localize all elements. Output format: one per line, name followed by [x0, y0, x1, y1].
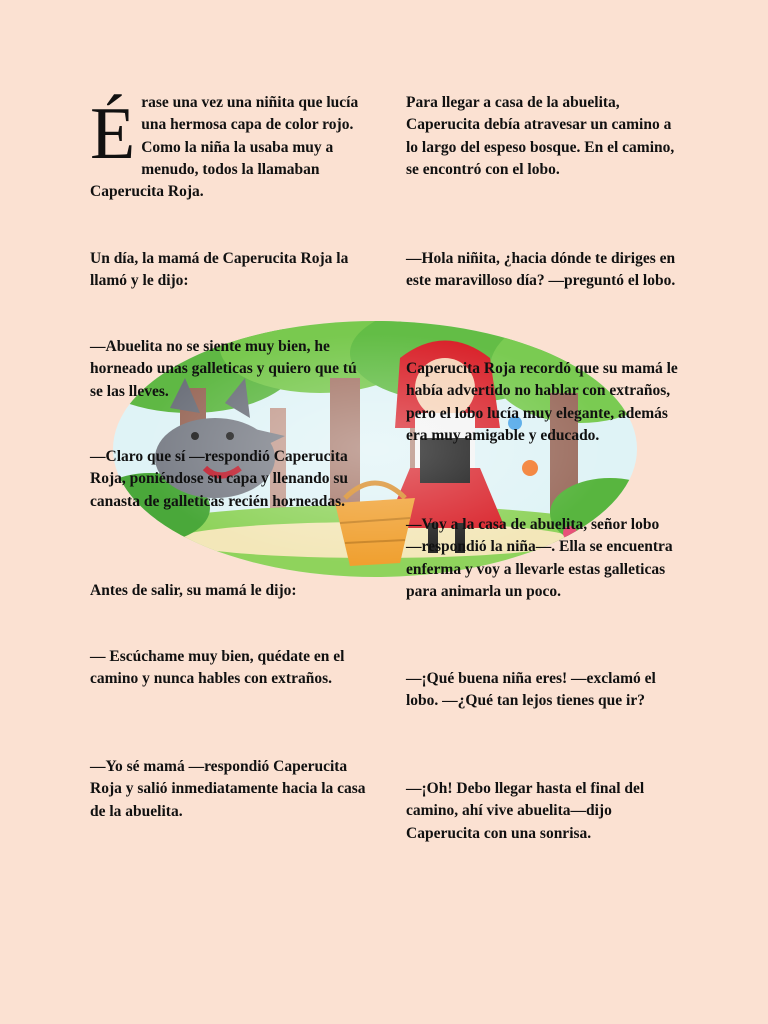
story-paragraph: —¡Qué buena niña eres! —exclamó el lobo. —¿Qué tan lejos tienes que ir?	[406, 670, 656, 710]
story-paragraph: Antes de salir, su mamá le dijo:	[90, 582, 297, 599]
story-paragraph	[90, 92, 370, 203]
drop-cap: É	[90, 93, 136, 175]
story-paragraph: —Abuelita no se siente muy bien, he horneado unas galleticas y quiero que tú se las lleves.	[90, 338, 357, 400]
story-paragraph: —Voy a la casa de abuelita, señor lobo —respondió la niña—. Ella se encuentra enferma y voy a llevarle estas galleticas para animarla un poco.	[406, 516, 673, 600]
story-paragraph: — Escúchame muy bien, quédate en el camino y nunca hables con extraños.	[90, 648, 345, 688]
story-paragraph: —¡Oh! Debo llegar hasta el final del camino, ahí vive abuelita—dijo Caperucita con una sonrisa.	[406, 780, 645, 842]
story-paragraph: —Claro que sí —respondió Caperucita Roja, poniéndose su capa y llenando su canasta de galleticas recién horneadas.	[90, 448, 348, 510]
paragraph-text: rase una vez una niñita que lucía una hermosa capa de color rojo. Como la niña la usaba muy a menudo, todos la llamaban Caperucita Roja.	[90, 94, 359, 201]
story-paragraph: —Yo sé mamá —respondió Caperucita Roja y salió inmediatamente hacia la casa de la abuelita.	[90, 758, 366, 820]
story-paragraph: Para llegar a casa de la abuelita, Caperucita debía atravesar un camino a lo largo del espeso bosque. En el camino, se encontró con el lobo.	[406, 94, 675, 178]
story-paragraph: —Hola niñita, ¿hacia dónde te diriges en este maravilloso día? —preguntó el lobo.	[406, 250, 676, 290]
story-paragraph: Caperucita Roja recordó que su mamá le había advertido no hablar con extraños, pero el lobo lucía muy elegante, además era muy amigable y educado.	[406, 360, 678, 444]
story-paragraph: Un día, la mamá de Caperucita Roja la llamó y le dijo:	[90, 250, 349, 290]
